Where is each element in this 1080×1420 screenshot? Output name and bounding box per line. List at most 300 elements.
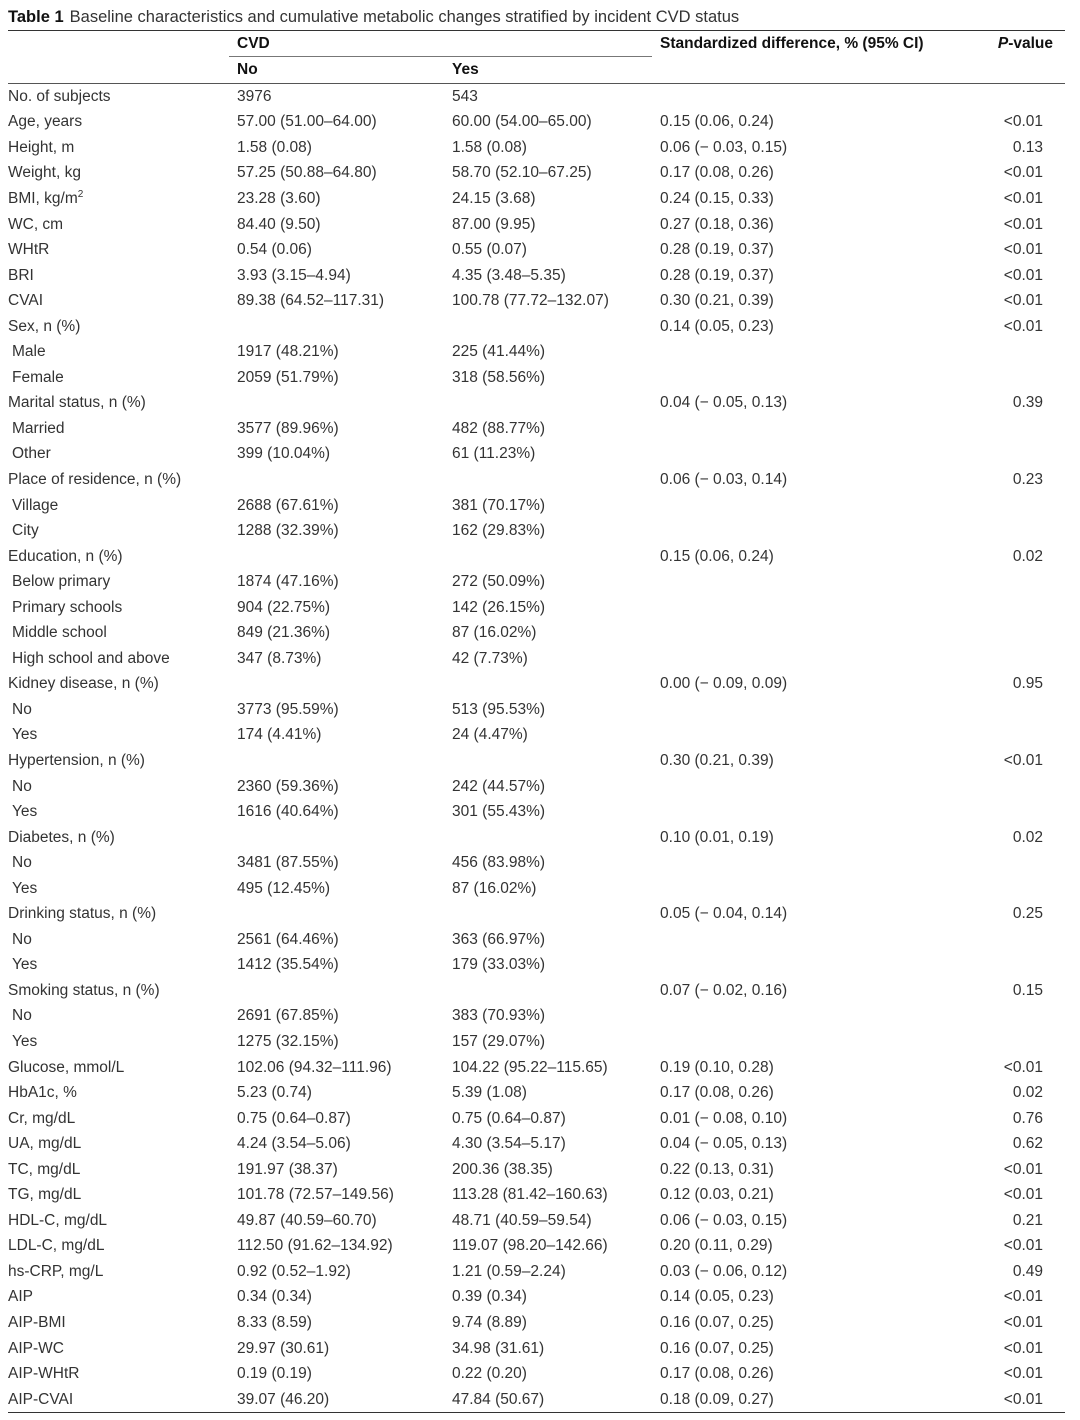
cell-yes: 543 (452, 87, 478, 105)
row-label-text: LDL-C, mg/dL (8, 1237, 105, 1255)
cell-p-value (982, 850, 1065, 876)
cell-p-value: <0.01 (1003, 1058, 1044, 1076)
table-label: Table 1 (8, 8, 64, 26)
table-row (8, 774, 1065, 800)
cell-std-diff: 0.12 (0.03, 0.21) (660, 1186, 774, 1204)
row-label (8, 1208, 229, 1234)
row-label (8, 161, 229, 187)
cell-std-diff (652, 365, 982, 391)
table-row (8, 978, 1065, 1004)
cell-p-value: <0.01 (1003, 1237, 1044, 1255)
table-row (8, 161, 1065, 187)
row-label (8, 339, 229, 365)
row-label-text: Male (12, 343, 46, 361)
table-caption-text: Baseline characteristics and cumulative metabolic changes stratified by incident CVD status (69, 8, 740, 26)
cell-std-diff: 0.07 (− 0.02, 0.16) (660, 981, 788, 999)
cell-no (229, 672, 444, 698)
cell-std-diff: 0.03 (− 0.06, 0.12) (660, 1262, 788, 1280)
table-row (8, 391, 1065, 417)
cell-p-value (982, 365, 1065, 391)
cell-p-value (982, 1004, 1065, 1030)
row-label (8, 237, 229, 263)
row-label (8, 263, 229, 289)
row-label-text: BRI (8, 266, 34, 284)
cell-p-value (982, 493, 1065, 519)
table-row (8, 1080, 1065, 1106)
cell-p-value (982, 723, 1065, 749)
cell-std-diff: 0.27 (0.18, 0.36) (660, 215, 774, 233)
table-row (8, 416, 1065, 442)
cell-yes: 58.70 (52.10–67.25) (452, 164, 592, 182)
cell-std-diff (652, 927, 982, 953)
table-row (8, 825, 1065, 851)
cell-yes: 87.00 (9.95) (452, 215, 536, 233)
cell-std-diff (652, 1029, 982, 1055)
row-label (8, 953, 229, 979)
row-label-text: HbA1c, % (8, 1084, 77, 1102)
table-header (8, 31, 1065, 84)
cell-yes (444, 544, 652, 570)
cell-no: 2691 (67.85%) (237, 1007, 339, 1025)
cell-std-diff: 0.00 (− 0.09, 0.09) (660, 675, 788, 693)
cell-yes: 318 (58.56%) (452, 368, 546, 386)
cell-p-value: 0.15 (1012, 981, 1044, 999)
table-row (8, 544, 1065, 570)
cell-no: 191.97 (38.37) (237, 1160, 338, 1178)
cell-p-value: <0.01 (1003, 1314, 1044, 1332)
table-body (8, 84, 1065, 1413)
row-label-text: AIP (8, 1288, 33, 1306)
row-label-text: Primary schools (12, 598, 123, 616)
table-row (8, 927, 1065, 953)
row-label-text: Middle school (12, 624, 107, 642)
cell-no: 3976 (237, 87, 272, 105)
row-label-text: No (12, 1007, 32, 1025)
cell-yes (444, 672, 652, 698)
row-label-text: Cr, mg/dL (8, 1109, 76, 1127)
cell-std-diff (652, 850, 982, 876)
table-row (8, 1361, 1065, 1387)
row-label-text: No (12, 854, 32, 872)
cell-std-diff (652, 569, 982, 595)
cell-yes (444, 978, 652, 1004)
cell-p-value (982, 697, 1065, 723)
row-label-text: HDL-C, mg/dL (8, 1211, 108, 1229)
row-label (8, 1387, 229, 1413)
cell-yes: 242 (44.57%) (452, 777, 546, 795)
cell-std-diff: 0.04 (− 0.05, 0.13) (660, 1135, 788, 1153)
row-label (8, 1080, 229, 1106)
cell-std-diff: 0.05 (− 0.04, 0.14) (660, 905, 788, 923)
table-row (8, 595, 1065, 621)
table-row (8, 850, 1065, 876)
cell-yes: 272 (50.09%) (452, 573, 546, 591)
cell-no: 29.97 (30.61) (237, 1339, 330, 1357)
row-label-text: UA, mg/dL (8, 1135, 82, 1153)
row-label (8, 493, 229, 519)
cell-p-value: <0.01 (1003, 189, 1044, 207)
row-label-text: Age, years (8, 113, 83, 131)
cell-yes: 0.75 (0.64–0.87) (452, 1109, 566, 1127)
cell-p-value (982, 646, 1065, 672)
header-p-italic: P (997, 34, 1009, 52)
row-label-text: Yes (12, 956, 38, 974)
cell-std-diff (652, 518, 982, 544)
row-label-text: Diabetes, n (%) (8, 828, 115, 846)
cell-std-diff: 0.16 (0.07, 0.25) (660, 1339, 774, 1357)
cell-no: 1616 (40.64%) (237, 803, 339, 821)
row-label-text: Weight, kg (8, 164, 81, 182)
table-row (8, 953, 1065, 979)
row-label-text: TC, mg/dL (8, 1160, 81, 1178)
cell-yes: 9.74 (8.89) (452, 1314, 527, 1332)
table-row (8, 1310, 1065, 1336)
cell-std-diff: 0.20 (0.11, 0.29) (660, 1237, 773, 1255)
cell-p-value: <0.01 (1003, 1288, 1044, 1306)
cell-p-value: <0.01 (1003, 1365, 1044, 1383)
table-row (8, 84, 1065, 110)
cell-yes: 1.58 (0.08) (452, 138, 527, 156)
table-row (8, 237, 1065, 263)
row-label (8, 467, 229, 493)
header-empty-2 (8, 57, 229, 84)
cell-p-value: <0.01 (1003, 266, 1044, 284)
cell-std-diff: 0.17 (0.08, 0.26) (660, 1084, 774, 1102)
cell-no: 23.28 (3.60) (237, 189, 321, 207)
cell-no (229, 544, 444, 570)
cell-yes: 0.22 (0.20) (452, 1365, 527, 1383)
cell-p-value: <0.01 (1003, 241, 1044, 259)
cell-std-diff (652, 774, 982, 800)
cell-yes: 4.30 (3.54–5.17) (452, 1135, 566, 1153)
cell-no: 0.92 (0.52–1.92) (237, 1262, 351, 1280)
cell-yes: 47.84 (50.67) (452, 1390, 545, 1408)
row-label-text: hs-CRP, mg/L (8, 1262, 104, 1280)
cell-yes: 482 (88.77%) (452, 419, 546, 437)
cell-std-diff: 0.30 (0.21, 0.39) (660, 292, 774, 310)
row-label-text: AIP-WC (8, 1339, 64, 1357)
row-label-text: AIP-BMI (8, 1314, 66, 1332)
row-label (8, 288, 229, 314)
table-row (8, 1157, 1065, 1183)
header-cvd: CVD (237, 34, 270, 52)
cell-no: 102.06 (94.32–111.96) (237, 1058, 392, 1076)
cell-yes: 0.39 (0.34) (452, 1288, 527, 1306)
cell-p-value: 0.02 (1012, 1084, 1044, 1102)
cell-std-diff: 0.04 (− 0.05, 0.13) (660, 394, 788, 412)
cell-std-diff: 0.24 (0.15, 0.33) (660, 189, 774, 207)
cell-p-value (982, 953, 1065, 979)
table-row (8, 1055, 1065, 1081)
cell-no: 1412 (35.54%) (237, 956, 339, 974)
cell-no: 1.58 (0.08) (237, 138, 312, 156)
cell-no (229, 825, 444, 851)
cell-p-value (982, 927, 1065, 953)
row-label-text: Yes (12, 1033, 38, 1050)
table-row (8, 646, 1065, 672)
cell-no: 0.75 (0.64–0.87) (237, 1109, 351, 1127)
cell-p-value (982, 442, 1065, 468)
cell-no: 0.19 (0.19) (237, 1365, 312, 1383)
cell-no: 5.23 (0.74) (237, 1084, 312, 1102)
cell-std-diff: 0.06 (− 0.03, 0.15) (660, 1211, 788, 1229)
table-row (8, 799, 1065, 825)
table-row (8, 672, 1065, 698)
cell-p-value: <0.01 (1003, 292, 1044, 310)
cell-no: 1275 (32.15%) (237, 1033, 339, 1050)
cell-std-diff (652, 953, 982, 979)
row-label (8, 876, 229, 902)
table-row (8, 110, 1065, 136)
row-label (8, 595, 229, 621)
cell-yes: 363 (66.97%) (452, 930, 546, 948)
cell-std-diff: 0.30 (0.21, 0.39) (660, 751, 774, 769)
cell-std-diff (652, 339, 982, 365)
row-label-text: No (12, 777, 32, 795)
cell-std-diff: 0.14 (0.05, 0.23) (660, 317, 774, 335)
cell-p-value: 0.13 (1012, 138, 1044, 156)
row-label-text: Drinking status, n (%) (8, 905, 157, 923)
header-p-value (982, 31, 1065, 57)
row-label (8, 825, 229, 851)
row-label-text: No. of subjects (8, 87, 111, 105)
cell-std-diff (652, 595, 982, 621)
row-label (8, 416, 229, 442)
row-label (8, 135, 229, 161)
cell-no: 49.87 (40.59–60.70) (237, 1211, 377, 1229)
cell-yes: 200.36 (38.35) (452, 1160, 553, 1178)
row-label (8, 1259, 229, 1285)
row-label (8, 1055, 229, 1081)
table-row (8, 135, 1065, 161)
cell-p-value (982, 339, 1065, 365)
table-row (8, 518, 1065, 544)
cell-no: 2059 (51.79%) (237, 368, 339, 386)
table-row (8, 493, 1065, 519)
cell-p-value: <0.01 (1003, 215, 1044, 233)
cell-no (229, 902, 444, 928)
cell-p-value: 0.49 (1012, 1262, 1044, 1280)
cell-p-value: 0.25 (1012, 905, 1044, 923)
header-empty-3 (652, 57, 982, 84)
cell-std-diff: 0.14 (0.05, 0.23) (660, 1288, 774, 1306)
row-label (8, 1361, 229, 1387)
cell-std-diff (652, 723, 982, 749)
row-label (8, 1234, 229, 1260)
row-label (8, 1336, 229, 1362)
cell-std-diff (652, 876, 982, 902)
row-label (8, 569, 229, 595)
row-label-text: Education, n (%) (8, 547, 123, 565)
row-label-text: AIP-CVAI (8, 1390, 74, 1408)
row-label-text: Height, m (8, 138, 75, 156)
row-label-superscript: 2 (77, 188, 84, 200)
cell-no: 1917 (48.21%) (237, 343, 339, 361)
row-label (8, 697, 229, 723)
cell-no: 57.25 (50.88–64.80) (237, 164, 377, 182)
row-label-text: Place of residence, n (%) (8, 470, 182, 488)
row-label (8, 110, 229, 136)
row-label-text: Yes (12, 726, 38, 744)
cell-no: 2561 (64.46%) (237, 930, 339, 948)
cell-yes: 24.15 (3.68) (452, 189, 536, 207)
row-label-text: Glucose, mmol/L (8, 1058, 125, 1076)
cell-no (229, 467, 444, 493)
row-label (8, 672, 229, 698)
table-row (8, 212, 1065, 238)
cell-yes: 1.21 (0.59–2.24) (452, 1262, 566, 1280)
cell-std-diff (652, 442, 982, 468)
row-label (8, 646, 229, 672)
cell-std-diff (652, 799, 982, 825)
row-label (8, 518, 229, 544)
cell-std-diff: 0.01 (− 0.08, 0.10) (660, 1109, 788, 1127)
table-row (8, 876, 1065, 902)
cell-no: 1874 (47.16%) (237, 573, 339, 591)
cell-std-diff: 0.17 (0.08, 0.26) (660, 164, 774, 182)
cell-p-value: <0.01 (1003, 1390, 1044, 1408)
cell-p-value (982, 518, 1065, 544)
cell-no: 57.00 (51.00–64.00) (237, 113, 377, 131)
row-label-text: TG, mg/dL (8, 1186, 82, 1204)
table-row (8, 1131, 1065, 1157)
row-label (8, 212, 229, 238)
cell-no: 112.50 (91.62–134.92) (237, 1237, 393, 1255)
cell-std-diff: 0.10 (0.01, 0.19) (660, 828, 774, 846)
table-row (8, 1106, 1065, 1132)
cell-no: 399 (10.04%) (237, 445, 331, 463)
cell-p-value (982, 799, 1065, 825)
cell-p-value (982, 84, 1065, 110)
row-label (8, 1106, 229, 1132)
row-label-text: Female (12, 368, 64, 386)
cell-std-diff: 0.15 (0.06, 0.24) (660, 113, 774, 131)
cell-no: 8.33 (8.59) (237, 1314, 312, 1332)
cell-no: 174 (4.41%) (237, 726, 322, 744)
table-row (8, 288, 1065, 314)
cell-yes: 119.07 (98.20–142.66) (452, 1237, 608, 1255)
table-row (8, 1183, 1065, 1209)
cell-p-value: <0.01 (1003, 1339, 1044, 1357)
table-row (8, 902, 1065, 928)
cell-yes: 5.39 (1.08) (452, 1084, 527, 1102)
row-label-text: CVAI (8, 292, 44, 310)
cell-std-diff (652, 646, 982, 672)
row-label (8, 1183, 229, 1209)
cell-yes (444, 825, 652, 851)
row-label (8, 902, 229, 928)
cell-p-value: 0.21 (1012, 1211, 1044, 1229)
cell-std-diff: 0.28 (0.19, 0.37) (660, 266, 774, 284)
row-label-text: Below primary (12, 573, 111, 591)
row-label (8, 442, 229, 468)
cell-yes: 100.78 (77.72–132.07) (452, 292, 609, 310)
cell-no (229, 391, 444, 417)
cell-std-diff (652, 697, 982, 723)
cell-p-value: 0.95 (1012, 675, 1044, 693)
row-label (8, 978, 229, 1004)
cell-yes (444, 902, 652, 928)
table-row (8, 186, 1065, 212)
cell-std-diff (652, 620, 982, 646)
row-label-text: High school and above (12, 649, 170, 667)
cell-p-value (982, 595, 1065, 621)
row-label-text: Hypertension, n (%) (8, 751, 145, 769)
cell-no: 4.24 (3.54–5.06) (237, 1135, 351, 1153)
row-label (8, 84, 229, 110)
row-label (8, 723, 229, 749)
row-label (8, 1004, 229, 1030)
cell-p-value: <0.01 (1003, 1160, 1044, 1178)
table-row (8, 1259, 1065, 1285)
header-empty (8, 31, 229, 57)
row-label (8, 1157, 229, 1183)
cell-yes (444, 467, 652, 493)
header-empty-4 (982, 57, 1065, 84)
header-p-rest: -value (1008, 34, 1054, 52)
cell-p-value (982, 774, 1065, 800)
cell-p-value: 0.39 (1012, 394, 1044, 412)
row-label-text: Smoking status, n (%) (8, 981, 160, 999)
cell-no: 39.07 (46.20) (237, 1390, 330, 1408)
cell-p-value: <0.01 (1003, 113, 1044, 131)
cell-no: 84.40 (9.50) (237, 215, 321, 233)
row-label-text: Other (12, 445, 51, 463)
cell-yes: 61 (11.23%) (452, 445, 536, 463)
row-label (8, 927, 229, 953)
cell-std-diff: 0.15 (0.06, 0.24) (660, 547, 774, 565)
cell-p-value (982, 620, 1065, 646)
table-row (8, 442, 1065, 468)
cell-p-value (982, 416, 1065, 442)
cell-std-diff: 0.17 (0.08, 0.26) (660, 1365, 774, 1383)
row-label (8, 1131, 229, 1157)
cell-yes: 456 (83.98%) (452, 854, 546, 872)
cell-yes: 142 (26.15%) (452, 598, 546, 616)
cell-yes: 87 (16.02%) (452, 879, 537, 897)
table-row (8, 1004, 1065, 1030)
table-row (8, 620, 1065, 646)
cell-yes: 42 (7.73%) (452, 649, 528, 667)
row-label (8, 620, 229, 646)
row-label (8, 799, 229, 825)
cell-std-diff: 0.19 (0.10, 0.28) (660, 1058, 774, 1076)
cell-std-diff: 0.06 (− 0.03, 0.14) (660, 470, 788, 488)
cell-yes: 113.28 (81.42–160.63) (452, 1186, 608, 1204)
cell-p-value: 0.76 (1012, 1109, 1044, 1127)
row-label-text: Kidney disease, n (%) (8, 675, 159, 693)
row-label-text: Yes (12, 803, 38, 821)
table-row (8, 339, 1065, 365)
row-label (8, 1310, 229, 1336)
row-label-text: No (12, 930, 32, 948)
row-label (8, 186, 229, 212)
table-row (8, 1336, 1065, 1362)
row-label-text: City (12, 522, 39, 540)
cell-no (229, 748, 444, 774)
table-row (8, 467, 1065, 493)
cell-yes: 4.35 (3.48–5.35) (452, 266, 566, 284)
table-row (8, 723, 1065, 749)
cell-no: 0.34 (0.34) (237, 1288, 312, 1306)
cell-std-diff: 0.16 (0.07, 0.25) (660, 1314, 774, 1332)
cell-std-diff (652, 84, 982, 110)
cell-yes (444, 391, 652, 417)
cell-yes: 383 (70.93%) (452, 1007, 546, 1025)
row-label-text: Yes (12, 879, 38, 897)
table-caption (8, 6, 1072, 28)
table-row (8, 263, 1065, 289)
